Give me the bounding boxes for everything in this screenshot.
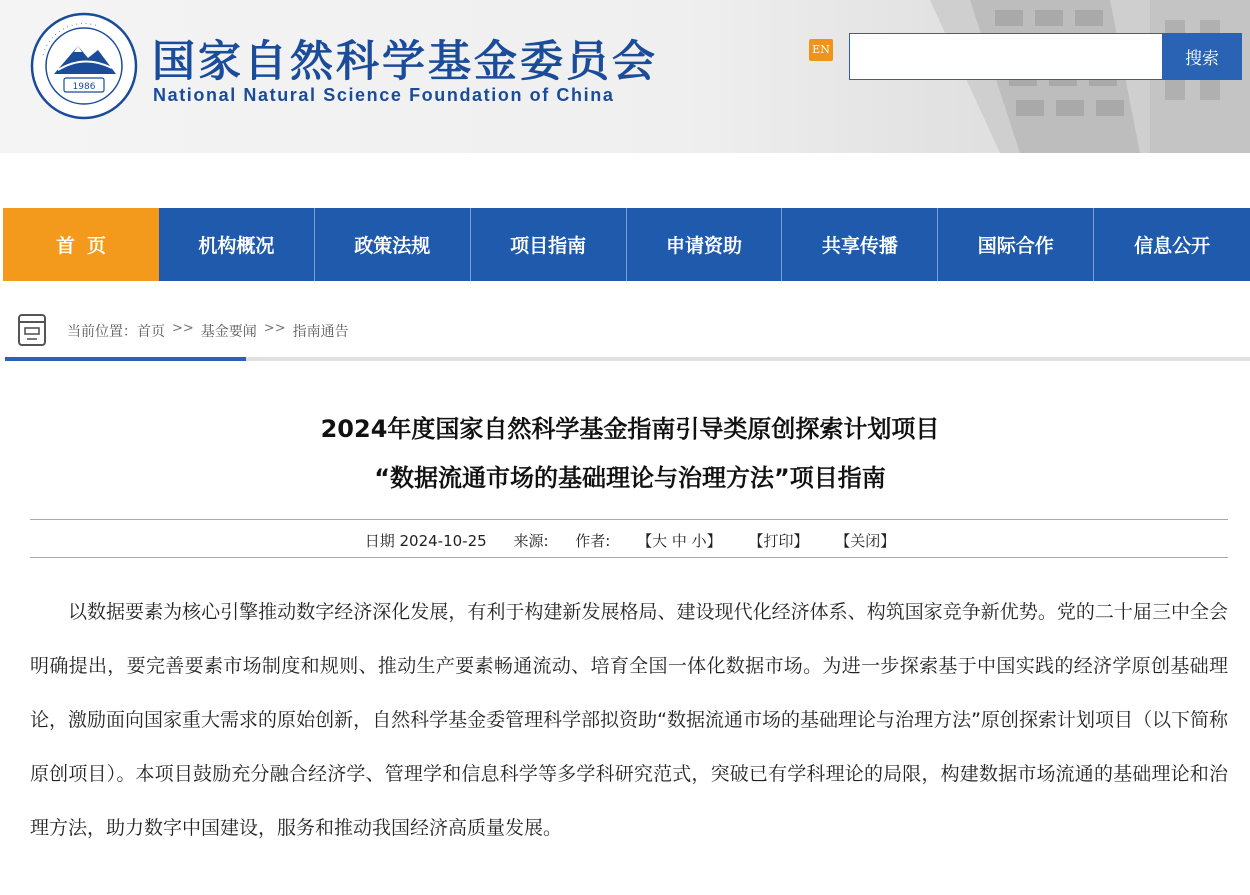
- breadcrumb-separator: >>: [263, 321, 286, 336]
- article-title-line1: 2024年度国家自然科学基金指南引导类原创探索计划项目: [320, 415, 940, 443]
- nav-item-sharing[interactable]: 共享传播: [782, 208, 938, 281]
- article-paragraph: 以数据要素为核心引擎推动数字经济深化发展，有利于构建新发展格局、建设现代化经济体系、构筑国家竞争新优势。党的二十届三中全会明确提出，要完善要素市场制度和规则、推动生产要素畅通流动、培育全国一体化数据市场。为进一步探索基于中国实践的经济学原创基础理论，激励面向国家重大需求的原始创新，自然科学基金委管理科学部拟资助“数据流通市场的基础理论与治理方法”原创探索计划项目（以下简称原创项目）。本项目鼓励充分融合经济学、管理学和信息科学等多学科研究范式，突破已有学科理论的局限，构建数据市场流通的基础理论和治理方法，助力数字中国建设，服务和推动我国经济高质量发展。: [30, 601, 1228, 839]
- search-input[interactable]: [849, 33, 1163, 80]
- meta-divider-top: [30, 519, 1228, 520]
- meta-divider-bottom: [30, 557, 1228, 558]
- svg-text:· · · · · · · · · · · · · · ·: · · · · · · · · · · · · · · ·: [39, 19, 98, 57]
- site-header: [0, 0, 1250, 153]
- close-button[interactable]: 【关闭】: [835, 532, 896, 550]
- article-date: 日期 2024-10-25: [364, 532, 487, 550]
- article-title-line2: “数据流通市场的基础理论与治理方法”项目指南: [374, 464, 886, 492]
- breadcrumb-prefix: 当前位置：: [67, 324, 137, 340]
- nav-item-international[interactable]: 国际合作: [938, 208, 1094, 281]
- site-title-en: National Natural Science Foundation of China: [153, 85, 615, 105]
- nav-item-home[interactable]: 首页: [3, 208, 159, 281]
- logo-year: 1986: [72, 82, 96, 92]
- nsfc-logo-seal-icon: [30, 12, 138, 120]
- font-size-toggle[interactable]: 【大 中 小】: [637, 532, 722, 550]
- breadcrumb: [67, 321, 349, 341]
- breadcrumb-link-news[interactable]: 基金要闻: [200, 324, 257, 340]
- site-title-cn: 国家自然科学基金委员会: [152, 37, 658, 87]
- nav-item-guides[interactable]: 项目指南: [471, 208, 627, 281]
- article-author: 作者:: [575, 532, 611, 550]
- location-book-icon: [17, 313, 47, 347]
- nav-item-about[interactable]: 机构概况: [159, 208, 315, 281]
- article-meta: [0, 530, 1250, 551]
- main-nav: [3, 208, 1250, 281]
- breadcrumb-link-home[interactable]: 首页: [137, 324, 165, 340]
- nav-item-disclosure[interactable]: 信息公开: [1134, 235, 1211, 257]
- breadcrumb-divider-accent: [5, 357, 246, 361]
- breadcrumb-link-notices[interactable]: 指南通告: [292, 324, 349, 340]
- breadcrumb-separator: >>: [172, 321, 194, 336]
- nav-item-apply[interactable]: 申请资助: [627, 208, 783, 281]
- search-button[interactable]: 搜索: [1162, 33, 1242, 80]
- english-version-button[interactable]: EN: [809, 39, 833, 61]
- nav-item-policies[interactable]: 政策法规: [315, 208, 471, 281]
- article-source: 来源:: [513, 532, 549, 550]
- print-button[interactable]: 【打印】: [748, 532, 809, 550]
